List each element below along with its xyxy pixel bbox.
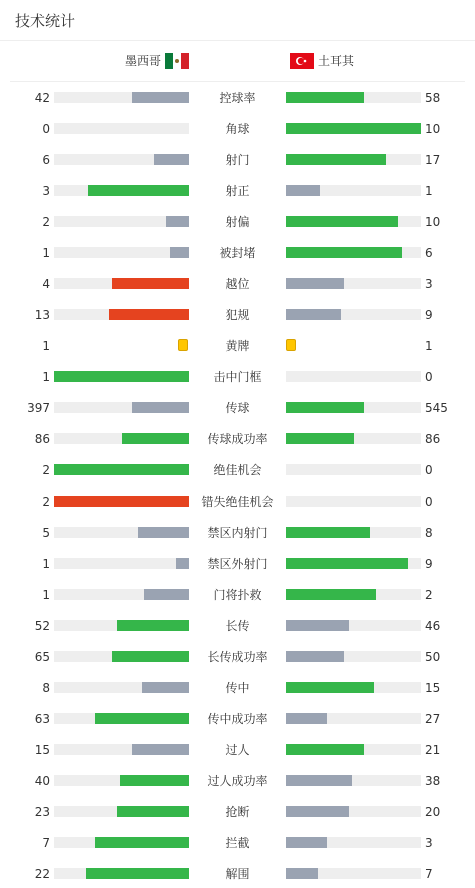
- home-bar-track: [54, 496, 189, 507]
- stat-label: 射偏: [225, 215, 250, 230]
- home-bar-fill: [132, 744, 189, 755]
- stat-label: 门将扑救: [213, 587, 262, 602]
- home-value: 3: [42, 184, 50, 199]
- stat-label: 角球: [225, 122, 250, 137]
- home-bar-track: [54, 309, 189, 320]
- away-bar-fill: [286, 589, 376, 600]
- home-bar-track: [54, 371, 189, 382]
- away-bar-track: [286, 868, 421, 879]
- home-bar-fill: [54, 496, 189, 507]
- away-bar-fill: [286, 154, 386, 165]
- away-value: 38: [425, 773, 441, 788]
- home-value: 1: [42, 246, 50, 261]
- away-bar-track: [286, 402, 421, 413]
- stat-row: [0, 245, 475, 261]
- away-bar-track: [286, 123, 421, 134]
- away-bar-track: [286, 589, 421, 600]
- home-bar-track: [54, 278, 189, 289]
- home-bar-fill: [166, 216, 189, 227]
- home-bar-track: [54, 713, 189, 724]
- away-bar-fill: [286, 247, 402, 258]
- away-bar-track: [286, 651, 421, 662]
- stat-label: 禁区内射门: [207, 525, 268, 540]
- home-bar-track: [54, 806, 189, 817]
- yellow-card-icon: [178, 339, 188, 351]
- home-bar-track: [54, 433, 189, 444]
- home-bar-fill: [154, 154, 189, 165]
- home-value: 65: [34, 649, 50, 664]
- away-bar-fill: [286, 123, 421, 134]
- home-bar-track: [54, 216, 189, 227]
- away-bar-track: [286, 309, 421, 320]
- stat-row: [0, 121, 475, 137]
- home-bar-fill: [117, 806, 189, 817]
- stat-row: [0, 462, 475, 478]
- away-value: 0: [425, 463, 433, 478]
- stat-label: 过人成功率: [207, 773, 268, 788]
- stat-row: [0, 618, 475, 634]
- away-bar-track: [286, 837, 421, 848]
- away-bar-track: [286, 682, 421, 693]
- stat-label: 拦截: [225, 835, 250, 850]
- stat-row: [0, 152, 475, 168]
- away-bar-fill: [286, 278, 344, 289]
- home-value: 6: [42, 153, 50, 168]
- home-value: 15: [34, 742, 50, 757]
- away-value: 10: [425, 215, 441, 230]
- away-bar-track: [286, 713, 421, 724]
- home-bar-track: [54, 775, 189, 786]
- stat-label: 黄牌: [225, 339, 250, 354]
- away-value: 9: [425, 308, 433, 323]
- stat-row: [0, 587, 475, 603]
- away-bar-fill: [286, 682, 374, 693]
- home-bar-fill: [54, 371, 189, 382]
- away-value: 3: [425, 277, 433, 292]
- stat-row: [0, 866, 475, 882]
- stat-label: 击中门框: [213, 370, 262, 385]
- home-value: 7: [42, 835, 50, 850]
- home-bar-fill: [170, 247, 189, 258]
- home-bar-fill: [132, 402, 189, 413]
- away-value: 1: [425, 184, 433, 199]
- home-value: 2: [42, 494, 50, 509]
- stat-row: [0, 680, 475, 696]
- stat-label: 犯规: [225, 308, 250, 323]
- stat-row: [0, 183, 475, 199]
- stat-row: [0, 338, 475, 354]
- home-bar-track: [54, 744, 189, 755]
- away-bar-fill: [286, 837, 327, 848]
- away-value: 0: [425, 370, 433, 385]
- home-value: 52: [34, 618, 50, 633]
- home-bar-fill: [54, 464, 189, 475]
- stat-label: 过人: [225, 742, 250, 757]
- turkey-flag-icon: [290, 53, 314, 69]
- home-bar-track: [54, 464, 189, 475]
- home-bar-fill: [109, 309, 189, 320]
- away-bar-track: [286, 371, 421, 382]
- away-value: 6: [425, 246, 433, 261]
- away-bar-fill: [286, 744, 364, 755]
- away-bar-fill: [286, 775, 352, 786]
- home-bar-track: [54, 247, 189, 258]
- stat-row: [0, 214, 475, 230]
- away-bar-fill: [286, 868, 318, 879]
- away-bar-track: [286, 185, 421, 196]
- home-bar-track: [54, 123, 189, 134]
- away-bar-track: [286, 92, 421, 103]
- away-value: 545: [425, 401, 448, 416]
- stat-label: 控球率: [219, 91, 256, 105]
- home-value: 2: [42, 215, 50, 230]
- home-bar-fill: [95, 837, 190, 848]
- home-bar-track: [54, 589, 189, 600]
- stat-label: 射门: [225, 153, 250, 168]
- home-value: 397: [27, 401, 50, 416]
- home-bar-fill: [86, 868, 189, 879]
- stat-label: 越位: [225, 277, 250, 292]
- home-bar-track: [54, 682, 189, 693]
- home-value: 40: [34, 773, 50, 788]
- home-value: 63: [34, 711, 50, 726]
- away-value: 7: [425, 867, 433, 881]
- home-value: 42: [34, 91, 50, 105]
- stat-label: 抢断: [225, 804, 250, 819]
- home-value: 1: [42, 556, 50, 571]
- home-bar-track: [54, 92, 189, 103]
- team-header: [10, 41, 465, 82]
- stat-label: 传中: [225, 680, 250, 695]
- away-bar-fill: [286, 806, 349, 817]
- stat-label: 长传成功率: [207, 649, 268, 664]
- stat-row: [0, 804, 475, 820]
- home-value: 13: [34, 308, 50, 323]
- stat-row: [0, 742, 475, 758]
- home-bar-track: [54, 868, 189, 879]
- home-bar-fill: [176, 558, 190, 569]
- away-value: 3: [425, 835, 433, 850]
- stat-row: [0, 400, 475, 416]
- away-value: 10: [425, 122, 441, 137]
- home-value: 23: [34, 804, 50, 819]
- stat-label: 被封堵: [219, 246, 256, 261]
- away-value: 27: [425, 711, 441, 726]
- home-bar-fill: [112, 278, 189, 289]
- away-bar-track: [286, 154, 421, 165]
- away-bar-track: [286, 558, 421, 569]
- home-bar-fill: [120, 775, 189, 786]
- home-value: 86: [34, 432, 50, 447]
- away-bar-track: [286, 278, 421, 289]
- home-team-name: 墨西哥: [125, 54, 162, 68]
- stat-label: 传中成功率: [207, 711, 268, 726]
- home-value: 22: [34, 867, 50, 881]
- home-value: 1: [42, 587, 50, 602]
- home-bar-track: [54, 185, 189, 196]
- stat-label: 长传: [225, 618, 250, 633]
- away-value: 9: [425, 556, 433, 571]
- home-bar-fill: [138, 527, 189, 538]
- home-bar-fill: [142, 682, 189, 693]
- away-bar-fill: [286, 402, 364, 413]
- home-bar-track: [54, 651, 189, 662]
- home-value: 5: [42, 525, 50, 540]
- stat-label: 传球: [225, 401, 250, 416]
- away-team: [290, 52, 354, 69]
- away-bar-track: [286, 496, 421, 507]
- stat-row: [0, 711, 475, 727]
- stat-label: 禁区外射门: [207, 556, 268, 571]
- away-value: 21: [425, 742, 441, 757]
- away-bar-fill: [286, 309, 341, 320]
- away-bar-fill: [286, 527, 370, 538]
- stat-row: [0, 90, 475, 106]
- away-bar-track: [286, 247, 421, 258]
- stat-row: [0, 494, 475, 510]
- home-value: 1: [42, 339, 50, 354]
- away-value: 58: [425, 91, 441, 105]
- stat-label: 射正: [225, 184, 250, 199]
- stat-row: [0, 431, 475, 447]
- home-bar-fill: [117, 620, 189, 631]
- away-value: 86: [425, 432, 441, 447]
- away-bar-track: [286, 527, 421, 538]
- away-team-name: 土耳其: [318, 54, 355, 68]
- away-value: 1: [425, 339, 433, 354]
- home-value: 2: [42, 463, 50, 478]
- home-value: 8: [42, 680, 50, 695]
- home-bar-track: [54, 402, 189, 413]
- yellow-card-icon: [286, 339, 296, 351]
- home-bar-fill: [132, 92, 189, 103]
- away-bar-track: [286, 433, 421, 444]
- away-bar-fill: [286, 713, 327, 724]
- stat-row: [0, 556, 475, 572]
- stat-label: 传球成功率: [207, 432, 268, 447]
- away-bar-track: [286, 216, 421, 227]
- away-bar-fill: [286, 433, 354, 444]
- home-bar-track: [54, 154, 189, 165]
- away-bar-fill: [286, 216, 398, 227]
- away-bar-fill: [286, 92, 364, 103]
- home-value: 1: [42, 370, 50, 385]
- stat-row: [0, 773, 475, 789]
- away-value: 17: [425, 153, 441, 168]
- header: [0, 0, 475, 41]
- away-bar-fill: [286, 185, 320, 196]
- home-team: [125, 52, 189, 69]
- home-bar-fill: [88, 185, 189, 196]
- away-bar-track: [286, 744, 421, 755]
- away-bar-track: [286, 806, 421, 817]
- home-bar-fill: [112, 651, 189, 662]
- stat-label: 错失绝佳机会: [201, 494, 274, 509]
- home-value: 0: [42, 122, 50, 137]
- stat-row: [0, 835, 475, 851]
- away-value: 8: [425, 525, 433, 540]
- home-bar-track: [54, 527, 189, 538]
- away-value: 2: [425, 587, 433, 602]
- away-value: 50: [425, 649, 441, 664]
- page-title: 技术统计: [15, 12, 76, 30]
- stat-label: 绝佳机会: [213, 463, 262, 478]
- away-value: 20: [425, 804, 441, 819]
- away-value: 46: [425, 618, 441, 633]
- away-bar-fill: [286, 558, 408, 569]
- stat-row: [0, 525, 475, 541]
- away-bar-track: [286, 775, 421, 786]
- away-value: 0: [425, 494, 433, 509]
- stat-row: [0, 649, 475, 665]
- mexico-flag-icon: [165, 53, 189, 69]
- stat-row: [0, 276, 475, 292]
- away-bar-fill: [286, 620, 349, 631]
- away-value: 15: [425, 680, 441, 695]
- home-bar-track: [54, 837, 189, 848]
- home-bar-fill: [122, 433, 190, 444]
- stat-row: [0, 369, 475, 385]
- stat-label: 解围: [225, 867, 250, 881]
- home-bar-fill: [144, 589, 189, 600]
- away-bar-track: [286, 620, 421, 631]
- home-bar-track: [54, 620, 189, 631]
- home-value: 4: [42, 277, 50, 292]
- stat-row: [0, 307, 475, 323]
- away-bar-fill: [286, 651, 344, 662]
- away-bar-track: [286, 464, 421, 475]
- home-bar-track: [54, 558, 189, 569]
- home-bar-fill: [95, 713, 190, 724]
